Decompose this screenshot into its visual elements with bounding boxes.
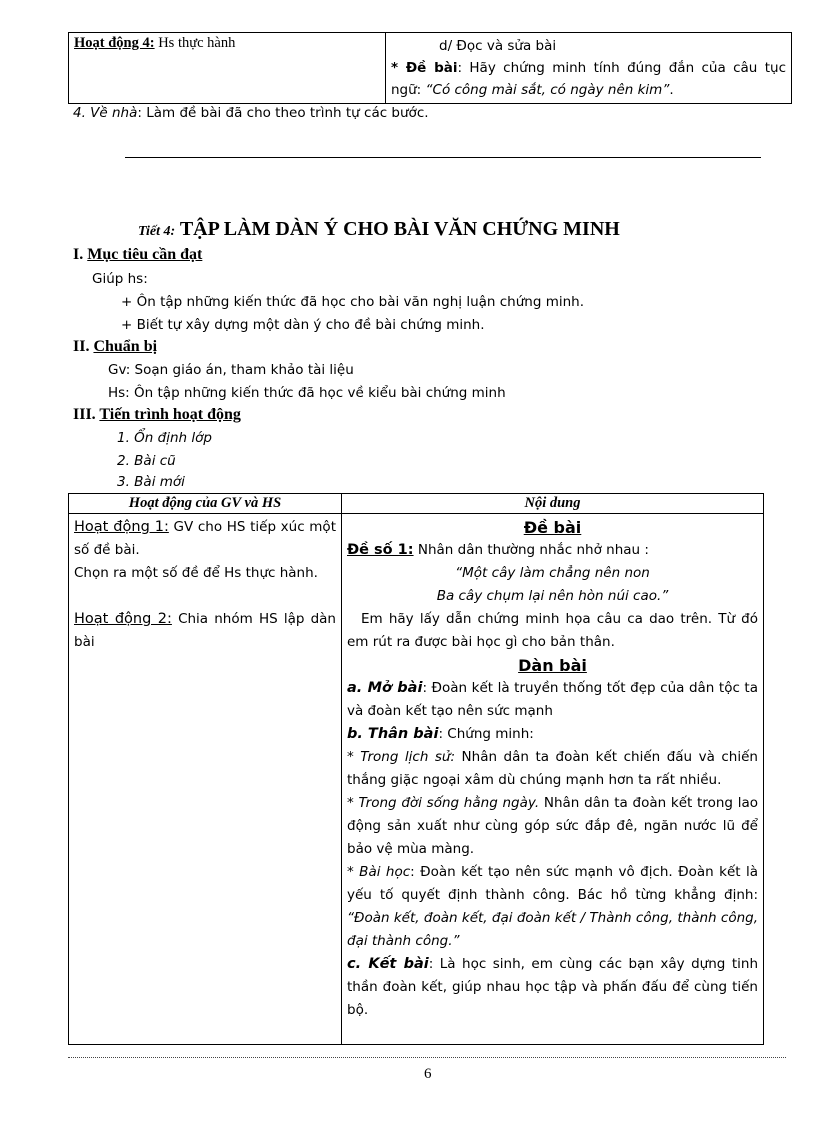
ket-bai-label: c. Kết bài [347, 956, 429, 972]
lich-su [347, 746, 758, 792]
activity-4-text: Hs thực hành [154, 35, 236, 51]
section-2-heading [73, 338, 157, 356]
de-so-1 [347, 539, 758, 562]
step-item: 2. Bài cũ [117, 453, 176, 469]
activity-1 [74, 516, 336, 562]
bai-hoc-label: * Bài học [347, 864, 411, 880]
section-2-item: Hs: Ôn tập những kiến thức đã học về kiểu bài chứng minh [108, 385, 506, 401]
activity-2-text: Chia nhóm HS lập dàn bài [74, 611, 336, 650]
doi-song-label: * Trong đời sống hằng ngày. [347, 795, 540, 811]
ket-bai [347, 953, 758, 1022]
bai-hoc [347, 861, 758, 953]
top-de-bai-label: * Đề bài [391, 60, 458, 76]
lesson-title-text: TẬP LÀM DÀN Ý CHO BÀI VĂN CHỨNG MINH [175, 218, 620, 240]
top-de-bai [391, 57, 786, 101]
section-3-heading [73, 406, 241, 424]
homework-line [73, 105, 429, 121]
than-bai-text: : Chứng minh: [438, 726, 534, 742]
lesson-plan-table [68, 493, 764, 1045]
de-so-1-label: Đề số 1: [347, 542, 414, 558]
task-text: Em hãy lấy dẫn chứng minh họa câu ca dao trên. Từ đó em rút ra được bài học gì cho bản thân. [347, 611, 758, 650]
section-1-item: + Ôn tập những kiến thức đã học cho bài văn nghị luận chứng minh. [121, 294, 585, 310]
proverb-quote: “Có công mài sắt, có ngày nên kim” [425, 82, 670, 98]
step-item: 1. Ổn định lớp [117, 430, 212, 446]
mo-bai [347, 677, 758, 723]
bai-hoc-quote: “Đoàn kết, đoàn kết, đại đoàn kết / Thành công, thành công, đại thành công.” [347, 910, 758, 949]
section-3-title: Tiến trình hoạt động [99, 406, 241, 423]
doi-song [347, 792, 758, 861]
activity-2-label: Hoạt động 2: [74, 611, 172, 627]
lesson-title-prefix: Tiết 4: [138, 224, 176, 239]
content-cell [342, 514, 764, 1045]
poem-line-1: “Một cây làm chẳng nên non [455, 565, 650, 581]
top-de-bai-text: : Hãy chứng minh tính đúng đắn của câu tục ngữ: [391, 60, 786, 98]
bai-hoc-text: : Đoàn kết tạo nên sức mạnh vô địch. Đoàn kết là yếu tố quyết định thành công. Bác hồ từng khẳng định: [347, 864, 758, 903]
section-divider [125, 157, 761, 158]
than-bai [347, 723, 758, 746]
lesson-title [138, 218, 620, 241]
top-de-bai-end: . [669, 82, 674, 98]
activities-cell [69, 514, 342, 1045]
mo-bai-label: a. Mở bài [347, 680, 423, 696]
section-1-item: + Biết tự xây dựng một dàn ý cho đề bài chứng minh. [121, 317, 485, 333]
read-and-fix-line: d/ Đọc và sửa bài [439, 38, 557, 54]
header-activities: Hoạt động của GV và HS [69, 494, 342, 514]
activity-1-text: GV cho HS tiếp xúc một số đề bài. [74, 519, 336, 558]
section-2-item: Gv: Soạn giáo án, tham khảo tài liệu [108, 362, 354, 378]
header-content: Nội dung [342, 494, 764, 514]
activity-1-text-2: Chọn ra một số đề để Hs thực hành. [74, 565, 318, 581]
de-so-1-text: Nhân dân thường nhắc nhở nhau : [413, 542, 649, 558]
section-2-roman: II. [73, 338, 94, 355]
page-number: 6 [424, 1066, 432, 1082]
de-bai-heading: Đề bài [523, 518, 582, 537]
homework-label: 4. Về nhà [73, 105, 138, 121]
ket-bai-text: : Là học sinh, em cùng các bạn xây dựng tinh thần đoàn kết, giúp nhau học tập và phấn đấu để cùng tiến bộ. [347, 956, 758, 1018]
poem-line-2: Ba cây chụm lại nên hòn núi cao.” [436, 588, 669, 604]
than-bai-label: b. Thân bài [347, 726, 439, 742]
section-3-roman: III. [73, 406, 100, 423]
top-left-cell [69, 33, 386, 104]
section-1-roman: I. [73, 246, 88, 263]
section-2-title: Chuẩn bị [93, 338, 158, 355]
section-1-title: Mục tiêu cần đạt [87, 246, 203, 263]
mo-bai-text: : Đoàn kết là truyền thống tốt đẹp của dân tộc ta và đoàn kết tạo nên sức mạnh [347, 680, 758, 719]
step-item: 3. Bài mới [117, 474, 185, 490]
section-1-intro: Giúp hs: [92, 271, 148, 287]
activity-4-label: Hoạt động 4: [74, 35, 155, 51]
lich-su-label: * Trong lịch sử: [347, 749, 456, 765]
footer-divider [68, 1057, 786, 1058]
homework-text: : Làm đề bài đã cho theo trình tự các bước. [137, 105, 429, 121]
top-activity-table [68, 32, 792, 104]
dan-bai-heading: Dàn bài [518, 656, 587, 675]
doi-song-text: Nhân dân ta đoàn kết trong lao động sản xuất như cùng góp sức đắp đê, ngăn nước lũ để bảo vệ mùa màng. [347, 795, 758, 857]
activity-1-label: Hoạt động 1: [74, 519, 169, 535]
activity-2 [74, 608, 336, 654]
lich-su-text: Nhân dân ta đoàn kết chiến đấu và chiến thắng giặc ngoại xâm dù chúng mạnh hơn ta rất nhiều. [347, 749, 758, 788]
top-right-cell [386, 33, 792, 104]
section-1-heading [73, 246, 202, 264]
